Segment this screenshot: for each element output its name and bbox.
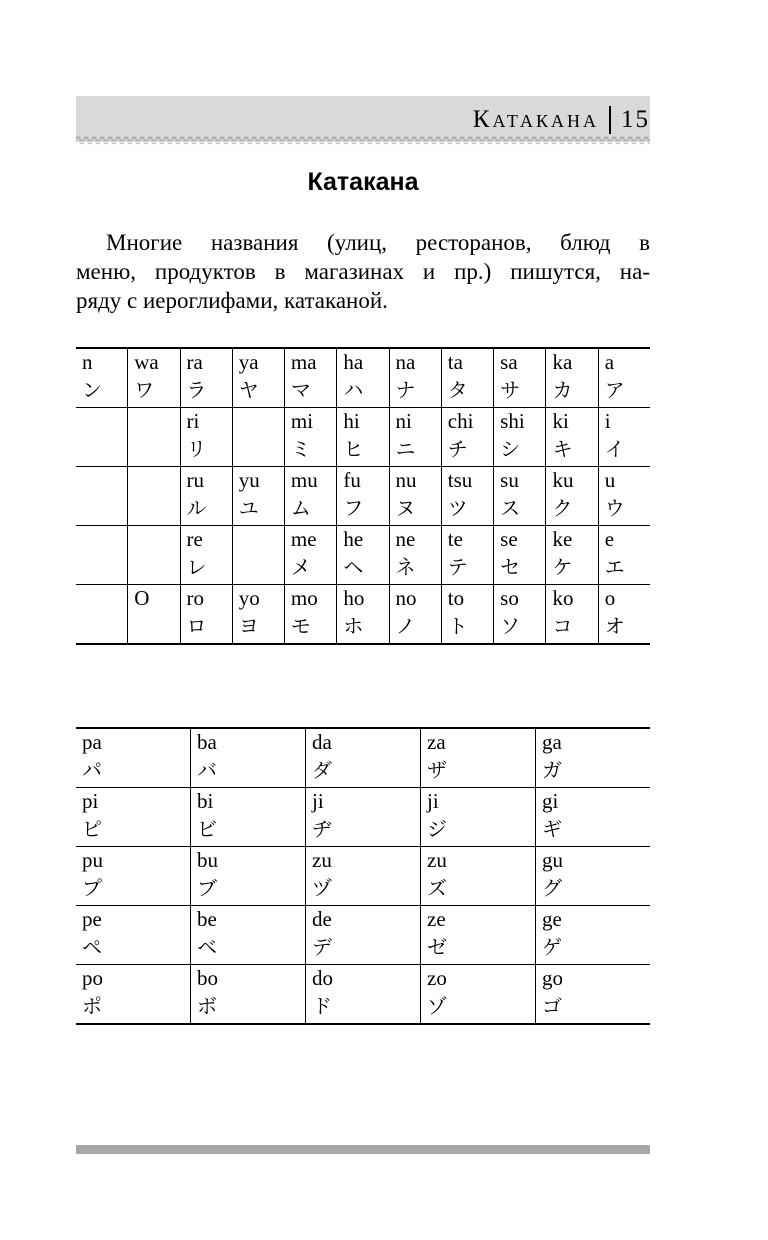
katakana-glyph: ク: [552, 496, 573, 520]
romaji-label: ne: [395, 527, 416, 551]
romaji-label: re: [186, 527, 203, 551]
romaji-label: hi: [343, 409, 360, 433]
table-cell: [128, 467, 180, 526]
katakana-glyph: リ: [186, 437, 207, 461]
katakana-glyph: メ: [290, 555, 311, 579]
katakana-glyph: カ: [552, 378, 573, 402]
romaji-label: ge: [542, 907, 562, 931]
katakana-glyph: ヒ: [343, 437, 364, 461]
romaji-label: ji: [427, 789, 439, 813]
table-cell: [180, 585, 232, 645]
table-row: [76, 847, 650, 906]
table-cell: [306, 965, 421, 1025]
romaji-label: ta: [447, 350, 463, 374]
footer-bar: [76, 1145, 650, 1154]
romaji-label: bo: [197, 966, 218, 990]
romaji-label: bi: [197, 789, 214, 813]
romaji-label: zu: [427, 848, 447, 872]
katakana-glyph: ヌ: [395, 496, 416, 520]
katakana-glyph: フ: [343, 496, 364, 520]
romaji-label: to: [447, 586, 465, 610]
intro-line: ряду с иероглифами, катаканой.: [76, 288, 388, 313]
katakana-glyph: ピ: [82, 817, 102, 841]
romaji-label: ho: [343, 586, 365, 610]
katakana-glyph: エ: [604, 555, 625, 579]
romaji-label: do: [312, 966, 333, 990]
romaji-label: [82, 467, 127, 494]
page-number: 15: [621, 106, 650, 133]
table-cell: [421, 788, 536, 847]
katakana-glyph: ペ: [82, 935, 102, 959]
table-cell: [76, 348, 128, 408]
katakana-glyph: ジ: [427, 817, 447, 841]
katakana-glyph: イ: [604, 437, 625, 461]
katakana-glyph: ヘ: [343, 555, 364, 579]
katakana-glyph: [82, 612, 127, 642]
romaji-label: ma: [290, 350, 317, 374]
table-cell: [232, 467, 284, 526]
katakana-glyph: [239, 435, 284, 465]
table-cell: [337, 526, 389, 585]
romaji-label: [82, 526, 127, 553]
katakana-glyph: ブ: [197, 876, 217, 900]
romaji-label: chi: [447, 409, 474, 433]
katakana-glyph: ス: [500, 496, 521, 520]
katakana-glyph: ツ: [447, 496, 468, 520]
table-cell: [598, 526, 650, 585]
katakana-glyph: バ: [197, 758, 217, 782]
romaji-label: ji: [312, 789, 324, 813]
romaji-label: ke: [552, 527, 573, 551]
table-cell: [494, 526, 546, 585]
katakana-glyph: ホ: [343, 614, 364, 638]
table-cell: [180, 526, 232, 585]
table-cell: [306, 847, 421, 906]
romaji-label: sa: [500, 350, 518, 374]
romaji-label: [134, 408, 179, 435]
romaji-label: po: [82, 966, 103, 990]
katakana-glyph: デ: [312, 935, 332, 959]
romaji-label: pa: [82, 730, 102, 754]
romaji-label: i: [604, 409, 611, 433]
katakana-glyph: ヨ: [238, 614, 259, 638]
katakana-glyph: キ: [552, 437, 573, 461]
katakana-glyph: マ: [290, 378, 311, 402]
table-cell: [536, 728, 651, 788]
table-cell: [128, 348, 180, 408]
romaji-label: [134, 467, 179, 494]
table-cell: [232, 526, 284, 585]
katakana-glyph: パ: [82, 758, 102, 782]
katakana-glyph: ト: [447, 614, 468, 638]
table-cell: [494, 348, 546, 408]
romaji-label: ga: [542, 730, 562, 754]
katakana-glyph: ネ: [395, 555, 416, 579]
romaji-label: e: [604, 527, 615, 551]
table-cell: [76, 847, 191, 906]
katakana-glyph: ケ: [552, 555, 573, 579]
katakana-glyph: ゼ: [427, 935, 447, 959]
katakana-glyph: ダ: [312, 758, 332, 782]
table-cell: [76, 728, 191, 788]
table-row: [76, 408, 650, 467]
katakana-glyph: プ: [82, 876, 102, 900]
intro-line: меню, продуктов в магазинах и пр.) пишутся, на-: [76, 259, 650, 284]
katakana-glyph: ベ: [197, 935, 217, 959]
table-cell: [76, 585, 128, 645]
katakana-glyph: ム: [290, 496, 311, 520]
table-cell: [598, 348, 650, 408]
table-cell: [441, 348, 493, 408]
katakana-glyph: ザ: [427, 758, 447, 782]
romaji-label: a: [604, 350, 615, 374]
table-cell: [337, 408, 389, 467]
table-row: [76, 788, 650, 847]
katakana-glyph: ミ: [290, 437, 311, 461]
katakana-glyph: チ: [447, 437, 468, 461]
table-cell: [191, 906, 306, 965]
katakana-glyph: ン: [82, 378, 102, 402]
romaji-label: tsu: [447, 468, 473, 492]
romaji-label: ka: [552, 350, 573, 374]
running-head: [473, 104, 650, 136]
katakana-glyph: ヤ: [238, 378, 259, 402]
table-cell: [494, 467, 546, 526]
table-cell: [76, 788, 191, 847]
table-cell: [284, 348, 336, 408]
romaji-label: me: [290, 527, 317, 551]
katakana-glyph: モ: [290, 614, 311, 638]
table-cell: [180, 408, 232, 467]
romaji-label: su: [500, 468, 519, 492]
katakana-glyph: ラ: [186, 378, 207, 402]
katakana-glyph: ゾ: [427, 994, 447, 1018]
romaji-label: O: [134, 586, 150, 610]
romaji-label: ko: [552, 586, 574, 610]
table-cell: [76, 408, 128, 467]
table-cell: [546, 408, 598, 467]
romaji-label: fu: [343, 468, 361, 492]
table-cell: [546, 526, 598, 585]
table-cell: [546, 585, 598, 645]
katakana-glyph: ボ: [197, 994, 217, 1018]
table-cell: [306, 906, 421, 965]
table-cell: [232, 408, 284, 467]
katakana-glyph: [239, 553, 284, 583]
romaji-label: wa: [134, 350, 159, 374]
katakana-glyph: ハ: [343, 378, 364, 402]
katakana-glyph: ロ: [186, 614, 207, 638]
table-cell: [191, 847, 306, 906]
table-cell: [536, 965, 651, 1025]
romaji-label: o: [604, 586, 616, 610]
table-row: [76, 467, 650, 526]
katakana-glyph: ナ: [395, 378, 416, 402]
katakana-glyph: ル: [186, 496, 207, 520]
table-cell: [536, 906, 651, 965]
table-cell: [441, 408, 493, 467]
romaji-label: ku: [552, 468, 574, 492]
running-head-title: Катакана: [472, 106, 599, 133]
romaji-label: gi: [542, 789, 559, 813]
table-cell: [76, 906, 191, 965]
table-cell: [536, 847, 651, 906]
table-cell: [389, 467, 441, 526]
table-cell: [389, 526, 441, 585]
katakana-glyph: ユ: [238, 496, 259, 520]
katakana-glyph: サ: [500, 378, 521, 402]
katakana-glyph: ヅ: [312, 876, 332, 900]
table-cell: [128, 585, 180, 645]
katakana-glyph: [134, 553, 179, 583]
romaji-label: de: [312, 907, 332, 931]
katakana-glyph: ワ: [134, 378, 155, 402]
romaji-label: bu: [197, 848, 218, 872]
romaji-label: u: [604, 468, 616, 492]
romaji-label: ni: [395, 409, 412, 433]
katakana-glyph: ニ: [395, 437, 416, 461]
table-cell: [441, 467, 493, 526]
katakana-glyph: ガ: [542, 758, 562, 782]
table-row: [76, 526, 650, 585]
katakana-glyph: コ: [552, 614, 573, 638]
table-row: [76, 585, 650, 645]
table-cell: [421, 728, 536, 788]
table-row: [76, 965, 650, 1025]
table-row: [76, 728, 650, 788]
running-head-separator: [609, 106, 611, 134]
table-cell: [389, 585, 441, 645]
table-cell: [76, 526, 128, 585]
katakana-glyph: [82, 494, 127, 524]
table-cell: [441, 585, 493, 645]
romaji-label: gu: [542, 848, 563, 872]
table-cell: [232, 585, 284, 645]
table-cell: [191, 965, 306, 1025]
table-cell: [598, 408, 650, 467]
katakana-glyph: [134, 612, 179, 642]
katakana-glyph: ビ: [197, 817, 217, 841]
romaji-label: ru: [186, 468, 205, 492]
intro-line: Многие названия (улиц, ресторанов, блюд в: [106, 230, 650, 255]
romaji-label: no: [395, 586, 417, 610]
romaji-label: da: [312, 730, 332, 754]
romaji-label: yu: [238, 468, 260, 492]
table-cell: [76, 965, 191, 1025]
katakana-glyph: ド: [312, 994, 332, 1018]
table-cell: [421, 965, 536, 1025]
table-cell: [337, 585, 389, 645]
romaji-label: ri: [186, 409, 200, 433]
romaji-label: mo: [290, 586, 318, 610]
romaji-label: pu: [82, 848, 103, 872]
romaji-label: zo: [427, 966, 447, 990]
romaji-label: ro: [186, 586, 205, 610]
romaji-label: na: [395, 350, 416, 374]
katakana-glyph: [134, 435, 179, 465]
romaji-label: ya: [238, 350, 259, 374]
table-cell: [284, 526, 336, 585]
katakana-glyph: グ: [542, 876, 562, 900]
romaji-label: ra: [186, 350, 203, 374]
table-cell: [128, 408, 180, 467]
romaji-label: [82, 585, 127, 612]
romaji-label: za: [427, 730, 446, 754]
table-cell: [284, 467, 336, 526]
table-cell: [128, 526, 180, 585]
romaji-label: he: [343, 527, 364, 551]
romaji-label: zu: [312, 848, 332, 872]
romaji-label: se: [500, 527, 518, 551]
table-cell: [598, 467, 650, 526]
romaji-label: n: [82, 350, 93, 374]
romaji-label: [134, 526, 179, 553]
romaji-label: ze: [427, 907, 446, 931]
romaji-label: pe: [82, 907, 102, 931]
table-cell: [494, 585, 546, 645]
table-cell: [546, 467, 598, 526]
table-cell: [421, 847, 536, 906]
romaji-label: be: [197, 907, 217, 931]
katakana-glyph: [82, 435, 127, 465]
katakana-glyph: ウ: [604, 496, 625, 520]
romaji-label: yo: [238, 586, 260, 610]
katakana-glyph: テ: [447, 555, 468, 579]
table-cell: [180, 467, 232, 526]
table-cell: [421, 906, 536, 965]
table-cell: [306, 728, 421, 788]
romaji-label: ki: [552, 409, 569, 433]
romaji-label: go: [542, 966, 563, 990]
romaji-label: nu: [395, 468, 417, 492]
katakana-glyph: セ: [500, 555, 521, 579]
table-cell: [191, 728, 306, 788]
katakana-glyph: オ: [604, 614, 625, 638]
katakana-glyph: ゴ: [542, 994, 562, 1018]
intro-paragraph: [76, 228, 650, 315]
romaji-label: so: [500, 586, 519, 610]
katakana-glyph: ギ: [542, 817, 562, 841]
katakana-glyph: シ: [500, 437, 521, 461]
katakana-glyph: ゲ: [542, 935, 562, 959]
table-cell: [180, 348, 232, 408]
table-row: [76, 348, 650, 408]
katakana-voiced-table: [76, 727, 650, 1025]
table-cell: [494, 408, 546, 467]
table-cell: [191, 788, 306, 847]
romaji-label: te: [447, 527, 463, 551]
katakana-glyph: ノ: [395, 614, 416, 638]
romaji-label: ha: [343, 350, 364, 374]
katakana-glyph: ヂ: [312, 817, 332, 841]
table-cell: [284, 408, 336, 467]
katakana-glyph: タ: [447, 378, 468, 402]
katakana-glyph: [82, 553, 127, 583]
table-cell: [284, 585, 336, 645]
katakana-glyph: ポ: [82, 994, 102, 1018]
katakana-glyph: ズ: [427, 876, 447, 900]
table-cell: [337, 467, 389, 526]
table-cell: [546, 348, 598, 408]
romaji-label: mu: [290, 468, 318, 492]
table-cell: [536, 788, 651, 847]
romaji-label: mi: [290, 409, 314, 433]
page-title: Катакана: [307, 168, 419, 196]
katakana-glyph: [134, 494, 179, 524]
katakana-glyph: レ: [186, 555, 207, 579]
romaji-label: [82, 408, 127, 435]
table-cell: [76, 467, 128, 526]
table-cell: [389, 348, 441, 408]
romaji-label: ba: [197, 730, 217, 754]
romaji-label: shi: [500, 409, 525, 433]
katakana-glyph: ア: [604, 378, 625, 402]
table-cell: [389, 408, 441, 467]
romaji-label: pi: [82, 789, 99, 813]
table-cell: [232, 348, 284, 408]
table-row: [76, 906, 650, 965]
katakana-basic-table: [76, 347, 650, 645]
table-cell: [441, 526, 493, 585]
romaji-label: [239, 408, 284, 435]
table-cell: [306, 788, 421, 847]
table-cell: [598, 585, 650, 645]
katakana-glyph: ソ: [500, 614, 521, 638]
table-cell: [337, 348, 389, 408]
romaji-label: [239, 526, 284, 553]
